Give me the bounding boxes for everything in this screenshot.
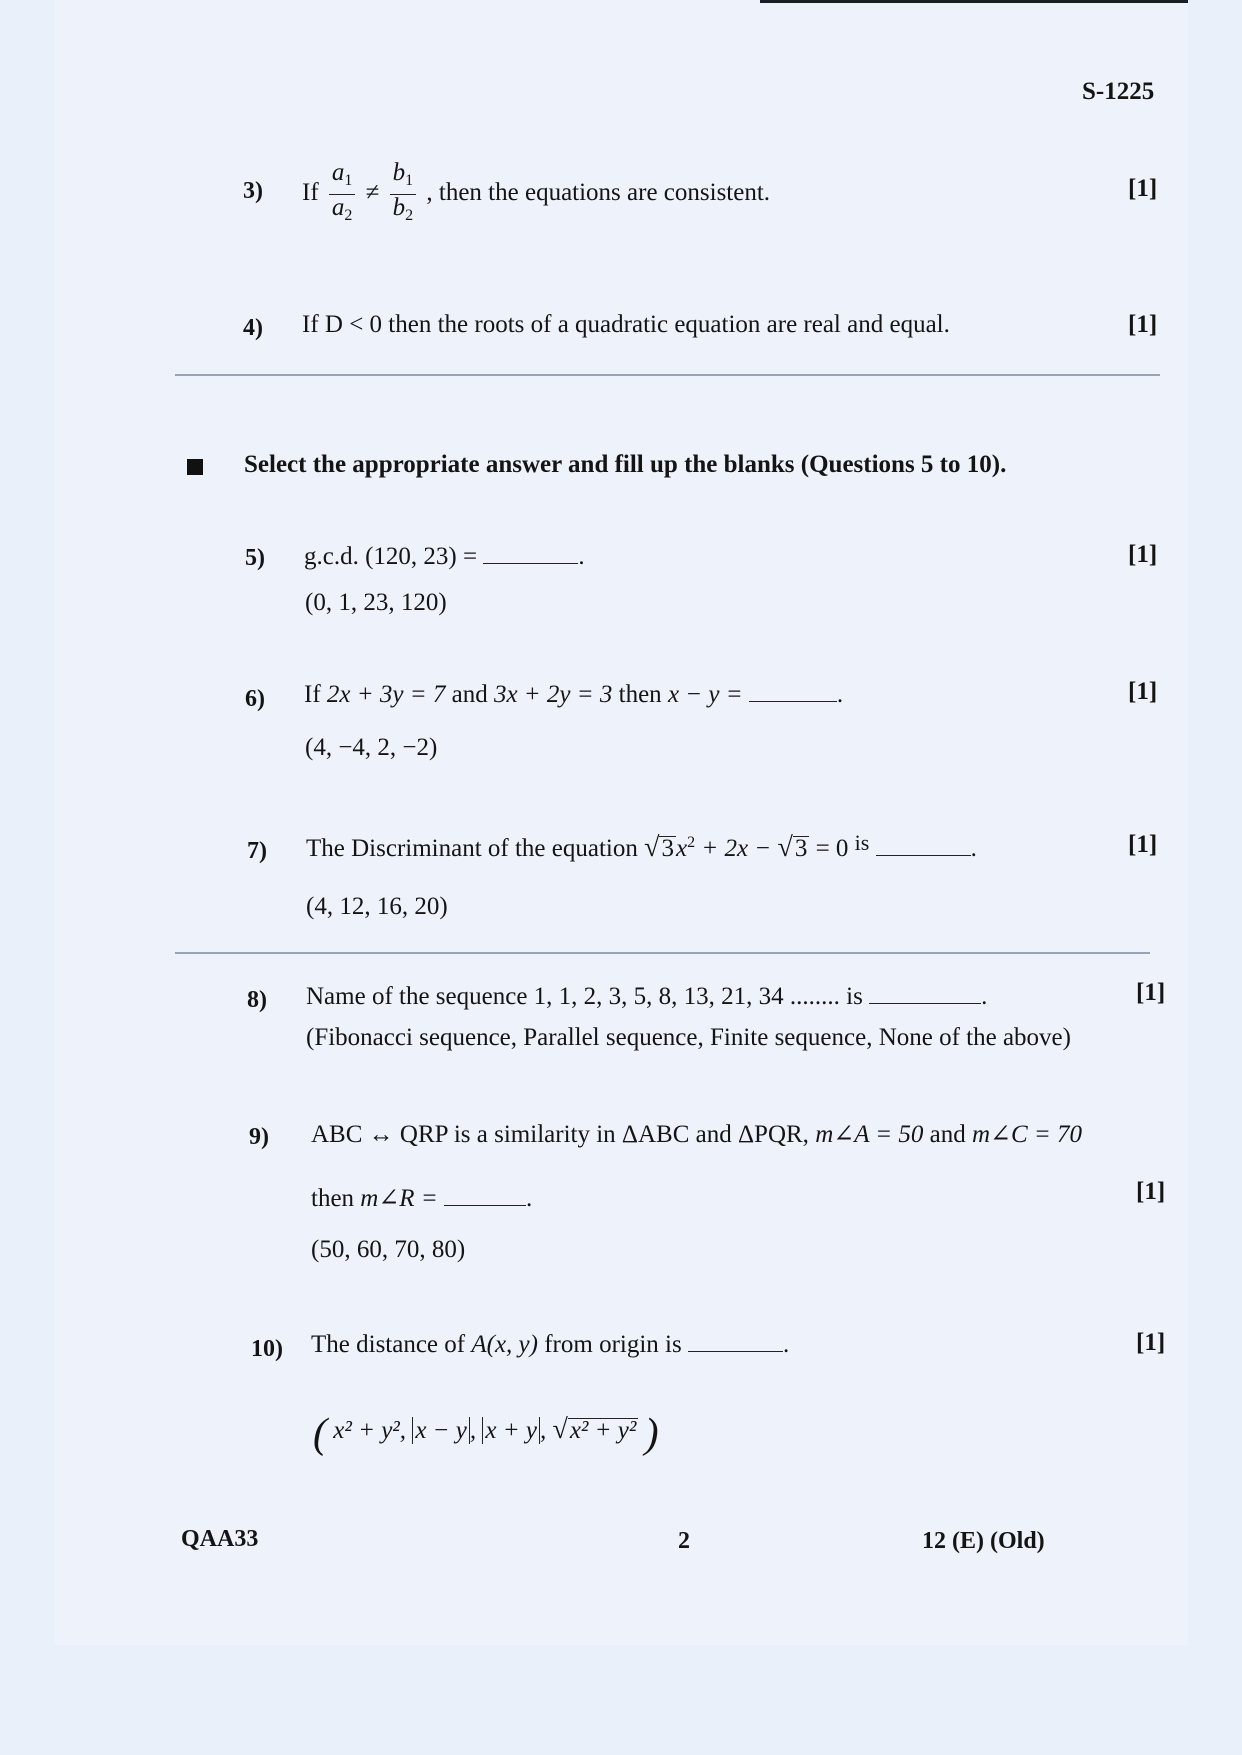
paper-code: S-1225 [1082,78,1155,105]
question-6-text [304,681,843,709]
section-divider-2 [175,952,1150,954]
question-10-text [311,1331,789,1359]
footer-code: QAA33 [181,1526,259,1552]
q10-option-2: x − y [412,1417,470,1444]
question-4-text: If D < 0 then the roots of a quadratic equation are real and equal. [302,311,950,338]
question-9-mark: [1] [1136,1178,1166,1205]
footer-subject: 12 (E) (Old) [922,1528,1045,1554]
question-3-number: 3) [243,178,263,204]
q6-end: . [836,681,844,708]
q9-then: then [311,1185,355,1212]
left-paren-icon: ( [313,1411,327,1457]
scan-edge [760,0,1188,3]
question-8-mark: [1] [1136,979,1166,1006]
q10-blank [688,1350,783,1352]
question-7-number: 7) [247,838,267,864]
q3-fraction-b: $\frac{b_1}{b_2}$ [390,160,417,229]
question-8-options: (Fibonacci sequence, Parallel sequence, Finite sequence, None of the above) [306,1024,1071,1051]
q9-angle-a: m∠A = 50 [815,1121,924,1148]
q8-prompt: Name of the sequence 1, 1, 2, 3, 5, 8, 13, 21, 34 ........ is [306,983,863,1010]
q7-prompt: The Discriminant of the equation [306,835,638,862]
q5-end: . [578,543,585,570]
q6-blank [749,700,837,702]
question-8-text [306,983,987,1011]
q7-square: 2 [687,834,696,851]
question-10-mark: [1] [1136,1329,1166,1356]
sqrt-icon: √ [644,832,660,863]
q3-fraction-a: $\frac{a_1}{a_2}$ [329,160,356,229]
q3-not-equal: ≠ [365,179,380,207]
bullet-square-icon [187,459,203,475]
q7-middle-term: + 2x − [701,835,772,862]
question-9-options: (50, 60, 70, 80) [311,1236,466,1263]
sqrt-icon: √ [552,1414,568,1445]
q6-equation-1: 2x + 3y = 7 [326,681,446,708]
question-7-options: (4, 12, 16, 20) [306,893,448,920]
question-5-text [304,543,585,571]
question-4-mark: [1] [1128,311,1158,338]
question-7-mark: [1] [1128,831,1158,858]
q5-prompt: g.c.d. (120, 23) = [304,543,478,570]
question-5-options: (0, 1, 23, 120) [305,589,447,616]
question-6-mark: [1] [1128,678,1158,705]
q10-point: A(x, y) [471,1331,538,1358]
q3-lead: If [302,179,319,207]
q9-and: and [929,1121,966,1148]
q7-x: x [675,835,688,862]
page-number: 2 [678,1528,690,1554]
question-4-number: 4) [243,315,263,341]
q10-end: . [782,1331,790,1358]
q7-equals: = 0 [815,835,849,862]
q10-option-1: x² + y², [333,1417,407,1444]
q9-angle-r: m∠R = [360,1185,438,1212]
question-8-number: 8) [247,987,267,1013]
q9-end: . [525,1185,533,1212]
q6-then: then [618,681,662,708]
q5-blank [483,562,578,564]
section-divider [175,374,1160,376]
q9-similarity: ABC ↔ QRP is a similarity in ΔABC and ΔPQR, [311,1121,809,1148]
question-5-number: 5) [245,545,265,571]
question-3-text [302,160,770,229]
question-10-options: ( x² + y², x − y , x + y , √x² + y² ) [313,1411,659,1457]
q9-angle-c: m∠C = 70 [972,1121,1083,1148]
q10-prompt-tail: from origin is [544,1331,682,1358]
q6-and: and [451,681,488,708]
question-9-line-2 [311,1183,532,1213]
question-5-mark: [1] [1128,541,1158,568]
q3-tail: , then the equations are consistent. [426,179,771,207]
q6-if: If [304,681,321,708]
question-7-text [306,830,977,864]
question-3-mark: [1] [1128,175,1158,202]
q6-equation-2: 3x + 2y = 3 [493,681,613,708]
question-6-options: (4, −4, 2, −2) [305,734,438,761]
q9-blank [444,1204,526,1206]
right-paren-icon: ) [644,1411,659,1457]
q7-is: is [854,830,870,855]
q10-option-4: x² + y² [569,1417,637,1444]
q7-blank [876,854,971,856]
q7-end: . [970,835,977,862]
sqrt-icon: √ [777,832,793,863]
section-heading: Select the appropriate answer and fill up the blanks (Questions 5 to 10). [244,451,1007,478]
question-9-text [311,1119,1082,1149]
exam-sheet [54,0,1188,1645]
question-6-number: 6) [245,686,265,712]
question-10-number: 10) [251,1336,283,1362]
q8-end: . [981,983,988,1010]
q10-option-3: x + y [482,1417,540,1444]
q7-sqrt-3b: 3 [794,835,808,862]
q7-sqrt-3a: 3 [661,835,674,862]
q10-prompt: The distance of [311,1331,466,1358]
q8-blank [869,1002,981,1004]
q6-expression: x − y = [667,681,743,708]
question-9-number: 9) [249,1124,269,1150]
